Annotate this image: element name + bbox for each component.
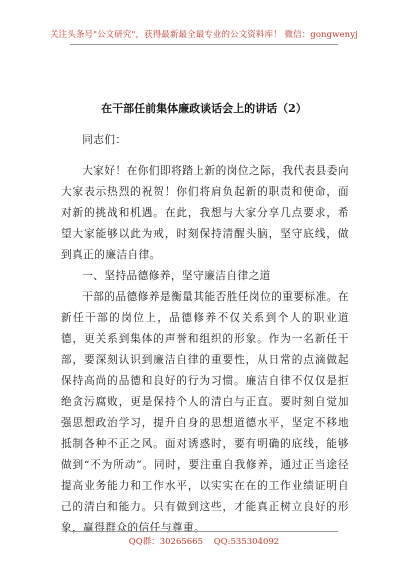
footer-qq-group: QQ群：30265665 bbox=[128, 537, 203, 547]
salutation: 同志们： bbox=[82, 134, 127, 146]
document-body bbox=[61, 130, 349, 539]
footer-qq: QQ:535304092 bbox=[213, 537, 280, 547]
header-note: 关注头条号"公文研究"，获得最新最全最专业的公文资料库！ 微信：gongwenyj bbox=[50, 30, 358, 40]
header-divider bbox=[70, 44, 338, 45]
document-title: 在干部任前集体廉政谈话会上的讲话（2） bbox=[101, 102, 307, 115]
footer-contact bbox=[0, 535, 408, 547]
body-paragraph: 干部的品德修养是衡量其能否胜任岗位的重要标准。在新任干部的岗位上，品德修养不仅关系到个人的职业道德，更关系到集体的声誉和组织的形象。作为一名新任干部，要深刻认识到廉洁自律的重要性，从日常的点滴做起保持高尚的品德和良好的行为习惯。廉洁自律不仅仅是拒绝贪污腐败，更是保持个人的清白与正直。要时刻自觉加强思想政治学习，提升自身的思想道德水平，坚定不移地抵制各种不正之风。面对诱惑时，要有明确的底线，能够做到“不为所动”。同时，要注重自我修养，通过正当途径提高业务能力和工作水平，以实实在在的工作业绩证明自己的清白和能力。只有做到这些，才能真正树立良好的形象，赢得群众的信任与尊重。 bbox=[61, 291, 349, 534]
section-heading: 一、坚持品德修养，坚守廉洁自律之道 bbox=[82, 270, 271, 282]
footer-divider bbox=[70, 531, 338, 532]
body-paragraph: 大家好！在你们即将踏上新的岗位之际，我代表县委向大家表示热烈的祝贺！你们将肩负起新的职责和使命，面对新的挑战和机遇。在此，我想与大家分享几点要求，希望大家能够以此为戒，时刻保持清醒头脑，坚守底线，做到真正的廉洁自律。 bbox=[61, 165, 349, 261]
